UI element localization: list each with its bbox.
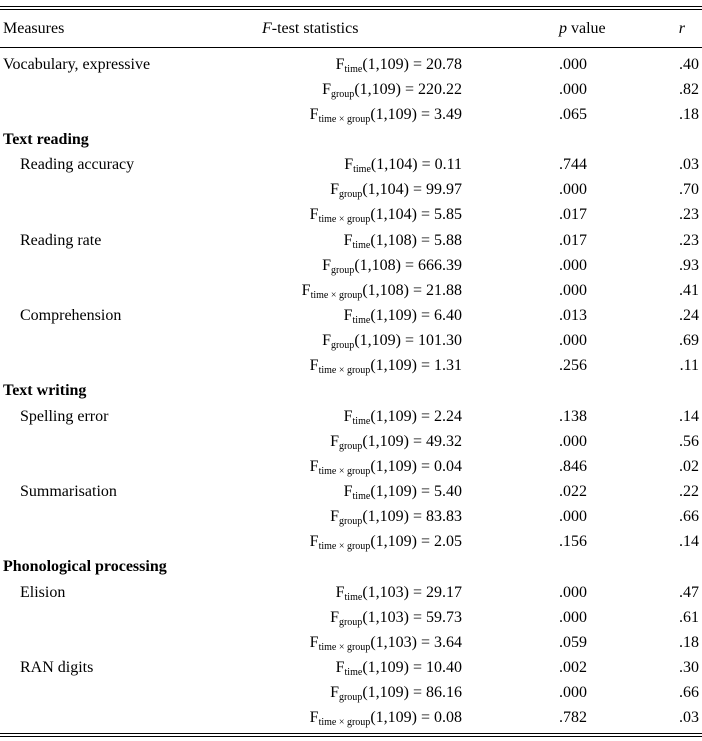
ftest-value: (1,109) = 86.16 (362, 684, 462, 702)
ftest-cell (255, 454, 470, 479)
ftest-cell (255, 580, 470, 605)
measure-cell (0, 354, 255, 379)
measure-cell (0, 102, 255, 127)
table-row (0, 429, 702, 454)
r-value-cell: .03 (679, 156, 699, 174)
measure-cell (0, 454, 255, 479)
measure-cell: RAN digits (20, 658, 94, 676)
r-value-cell: .82 (679, 80, 699, 98)
ftest-subscript: time × group (318, 465, 371, 477)
r-value-cell: .47 (679, 583, 699, 601)
section-heading: Text writing (3, 382, 87, 400)
ftest-subscript: time × group (310, 289, 363, 301)
measure-cell (0, 203, 255, 228)
header-p-italic: p (559, 20, 567, 37)
ftest-value: (1,109) = 101.30 (354, 332, 462, 350)
table-row (0, 580, 702, 605)
measure-cell: Reading rate (20, 231, 102, 249)
r-value-cell: .14 (679, 533, 699, 551)
r-value-cell: .93 (679, 256, 699, 274)
ftest-value: (1,109) = 83.83 (362, 508, 462, 526)
table-row (0, 228, 702, 253)
table-row (0, 253, 702, 278)
ftest-letter: F (322, 332, 331, 350)
table-header (0, 11, 702, 47)
ftest-letter: F (335, 583, 345, 601)
ftest-letter: F (335, 55, 345, 73)
table-row (0, 605, 702, 630)
p-value-cell: .000 (559, 684, 587, 702)
header-ftest (255, 11, 470, 47)
ftest-value: (1,108) = 21.88 (362, 281, 462, 299)
p-value-cell: .000 (559, 281, 587, 299)
r-value-cell: .41 (679, 281, 699, 299)
table-body (0, 48, 702, 731)
ftest-subscript: time (344, 63, 363, 75)
ftest-letter: F (322, 80, 331, 98)
measure-cell (0, 178, 255, 203)
p-value-cell: .744 (559, 156, 587, 174)
table-row (0, 77, 702, 102)
p-value-cell: .000 (559, 608, 587, 626)
results-table-body (0, 48, 702, 731)
ftest-cell (255, 77, 470, 102)
table-row (0, 203, 702, 228)
r-value-cell: .02 (679, 457, 699, 475)
ftest-letter: F (322, 256, 331, 274)
p-value-cell: .065 (559, 105, 587, 123)
p-value-cell: .000 (559, 181, 587, 199)
measure-cell: Comprehension (20, 306, 122, 324)
r-value-cell: .18 (679, 633, 699, 651)
section-row (0, 555, 702, 580)
ftest-subscript: time (344, 666, 363, 678)
ftest-letter: F (309, 709, 319, 727)
ftest-cell (255, 681, 470, 706)
ftest-subscript: time (353, 164, 371, 176)
ftest-letter: F (330, 508, 339, 526)
results-table (0, 11, 702, 47)
r-value-cell: .40 (679, 55, 699, 73)
ftest-letter: F (309, 105, 319, 123)
r-value-cell: .11 (679, 357, 699, 375)
p-value-cell: .017 (559, 206, 587, 224)
ftest-cell (255, 228, 470, 253)
ftest-subscript: time × group (318, 365, 371, 377)
table-row (0, 454, 702, 479)
measure-cell: Elision (20, 583, 66, 601)
ftest-letter: F (343, 231, 353, 249)
p-value-cell: .138 (559, 407, 587, 425)
ftest-subscript: time × group (318, 214, 371, 226)
ftest-subscript: time (352, 415, 371, 427)
ftest-cell (255, 404, 470, 429)
measure-cell: Summarisation (20, 482, 117, 500)
table-row (0, 505, 702, 530)
bottom-double-rule (0, 733, 702, 738)
measure-cell (0, 530, 255, 555)
ftest-subscript: time × group (318, 541, 371, 553)
ftest-value: (1,103) = 29.17 (362, 583, 462, 601)
table-row (0, 354, 702, 379)
ftest-value: (1,109) = 5.40 (370, 482, 462, 500)
table-row (0, 479, 702, 504)
p-value-cell: .782 (559, 709, 587, 727)
header-ftest-italic: F (262, 20, 272, 37)
ftest-cell (255, 630, 470, 655)
ftest-value: (1,109) = 2.24 (370, 407, 462, 425)
p-value-cell: .000 (559, 508, 587, 526)
table-row (0, 48, 702, 77)
measure-cell (0, 429, 255, 454)
section-row (0, 379, 702, 404)
ftest-cell (255, 303, 470, 328)
r-value-cell: .70 (679, 181, 699, 199)
ftest-letter: F (330, 181, 339, 199)
ftest-subscript: group (330, 264, 355, 276)
table-row (0, 329, 702, 354)
header-row (0, 11, 702, 47)
ftest-value: (1,108) = 666.39 (354, 256, 462, 274)
ftest-value: (1,103) = 3.64 (370, 633, 462, 651)
measure-cell (0, 253, 255, 278)
table-row (0, 102, 702, 127)
p-value-cell: .059 (559, 633, 587, 651)
r-value-cell: .61 (679, 608, 699, 626)
measure-cell: Spelling error (20, 407, 109, 425)
ftest-subscript: group (330, 88, 355, 100)
table-row (0, 178, 702, 203)
table-row (0, 681, 702, 706)
ftest-cell (255, 530, 470, 555)
ftest-value: (1,104) = 5.85 (370, 206, 462, 224)
ftest-subscript: time (344, 591, 363, 603)
r-value-cell: .03 (679, 709, 699, 727)
table-row (0, 404, 702, 429)
ftest-cell (255, 278, 470, 303)
ftest-letter: F (309, 533, 319, 551)
table-row (0, 630, 702, 655)
p-value-cell: .000 (559, 432, 587, 450)
ftest-letter: F (335, 658, 345, 676)
ftest-letter: F (301, 281, 311, 299)
p-value-cell: .000 (559, 332, 587, 350)
ftest-cell (255, 706, 470, 731)
table-row (0, 153, 702, 178)
ftest-subscript: time (352, 239, 371, 251)
measure-cell: Reading accuracy (20, 156, 135, 174)
ftest-value: (1,104) = 0.11 (370, 156, 462, 174)
measure-cell (0, 681, 255, 706)
ftest-letter: F (309, 357, 319, 375)
ftest-cell (255, 505, 470, 530)
p-value-cell: .256 (559, 357, 587, 375)
ftest-subscript: time × group (318, 113, 371, 125)
r-value-cell: .14 (679, 407, 699, 425)
ftest-value: (1,109) = 1.31 (370, 357, 462, 375)
ftest-subscript: group (338, 189, 363, 201)
table-row (0, 303, 702, 328)
ftest-value: (1,109) = 49.32 (362, 432, 462, 450)
ftest-cell (255, 655, 470, 680)
p-value-cell: .846 (559, 457, 587, 475)
header-r-italic: r (678, 20, 685, 37)
p-value-cell: .000 (559, 583, 587, 601)
ftest-cell (255, 429, 470, 454)
ftest-letter: F (343, 306, 353, 324)
measure-cell (0, 278, 255, 303)
ftest-subscript: group (338, 616, 363, 628)
ftest-letter: F (309, 206, 319, 224)
ftest-value: (1,108) = 5.88 (370, 231, 462, 249)
ftest-cell (255, 102, 470, 127)
ftest-letter: F (344, 156, 354, 174)
ftest-cell (255, 479, 470, 504)
ftest-subscript: time (352, 490, 371, 502)
p-value-cell: .000 (559, 80, 587, 98)
p-value-cell: .000 (559, 55, 587, 73)
ftest-subscript: group (338, 516, 363, 528)
ftest-letter: F (330, 432, 339, 450)
ftest-letter: F (343, 482, 353, 500)
ftest-cell (255, 329, 470, 354)
measure-cell: Vocabulary, expressive (3, 55, 151, 73)
ftest-value: (1,103) = 59.73 (362, 608, 462, 626)
header-p-value (470, 11, 605, 47)
r-value-cell: .18 (679, 105, 699, 123)
ftest-value: (1,109) = 2.05 (370, 533, 462, 551)
header-p-rest: value (567, 20, 606, 37)
table-row (0, 655, 702, 680)
r-value-cell: .23 (679, 206, 699, 224)
r-value-cell: .30 (679, 658, 699, 676)
table-row (0, 278, 702, 303)
ftest-cell (255, 253, 470, 278)
ftest-subscript: group (330, 340, 355, 352)
p-value-cell: .000 (559, 256, 587, 274)
table-row (0, 530, 702, 555)
ftest-subscript: time × group (318, 641, 371, 653)
section-heading: Phonological processing (3, 558, 167, 576)
section-heading: Text reading (3, 130, 89, 148)
ftest-letter: F (309, 633, 319, 651)
ftest-value: (1,104) = 99.97 (362, 181, 462, 199)
r-value-cell: .66 (679, 508, 699, 526)
measure-cell (0, 505, 255, 530)
ftest-letter: F (309, 457, 319, 475)
ftest-value: (1,109) = 0.04 (370, 457, 462, 475)
measure-cell (0, 329, 255, 354)
r-value-cell: .56 (679, 432, 699, 450)
p-value-cell: .013 (559, 306, 587, 324)
measure-cell (0, 77, 255, 102)
measure-cell (0, 605, 255, 630)
r-value-cell: .22 (679, 482, 699, 500)
ftest-cell (255, 153, 470, 178)
header-measures: Measures (3, 20, 65, 37)
ftest-cell (255, 48, 470, 77)
ftest-letter: F (330, 684, 339, 702)
p-value-cell: .002 (559, 658, 587, 676)
measure-cell (0, 630, 255, 655)
p-value-cell: .156 (559, 533, 587, 551)
ftest-cell (255, 203, 470, 228)
ftest-value: (1,109) = 10.40 (362, 658, 462, 676)
ftest-subscript: time × group (318, 717, 371, 729)
r-value-cell: .23 (679, 231, 699, 249)
ftest-subscript: group (338, 692, 363, 704)
section-row (0, 127, 702, 152)
ftest-letter: F (343, 407, 353, 425)
top-double-rule (0, 6, 702, 11)
r-value-cell: .69 (679, 332, 699, 350)
ftest-subscript: group (338, 440, 363, 452)
r-value-cell: .66 (679, 684, 699, 702)
ftest-cell (255, 178, 470, 203)
ftest-subscript: time (352, 314, 371, 326)
ftest-value: (1,109) = 3.49 (370, 105, 462, 123)
ftest-value: (1,109) = 0.08 (370, 709, 462, 727)
p-value-cell: .022 (559, 482, 587, 500)
r-value-cell: .24 (679, 306, 699, 324)
table-row (0, 706, 702, 731)
measure-cell (0, 706, 255, 731)
ftest-cell (255, 354, 470, 379)
p-value-cell: .017 (559, 231, 587, 249)
header-ftest-rest: -test statistics (271, 20, 359, 37)
ftest-value: (1,109) = 220.22 (354, 80, 462, 98)
ftest-value: (1,109) = 6.40 (370, 306, 462, 324)
ftest-cell (255, 605, 470, 630)
ftest-letter: F (330, 608, 339, 626)
header-r (605, 11, 702, 47)
ftest-value: (1,109) = 20.78 (362, 55, 462, 73)
